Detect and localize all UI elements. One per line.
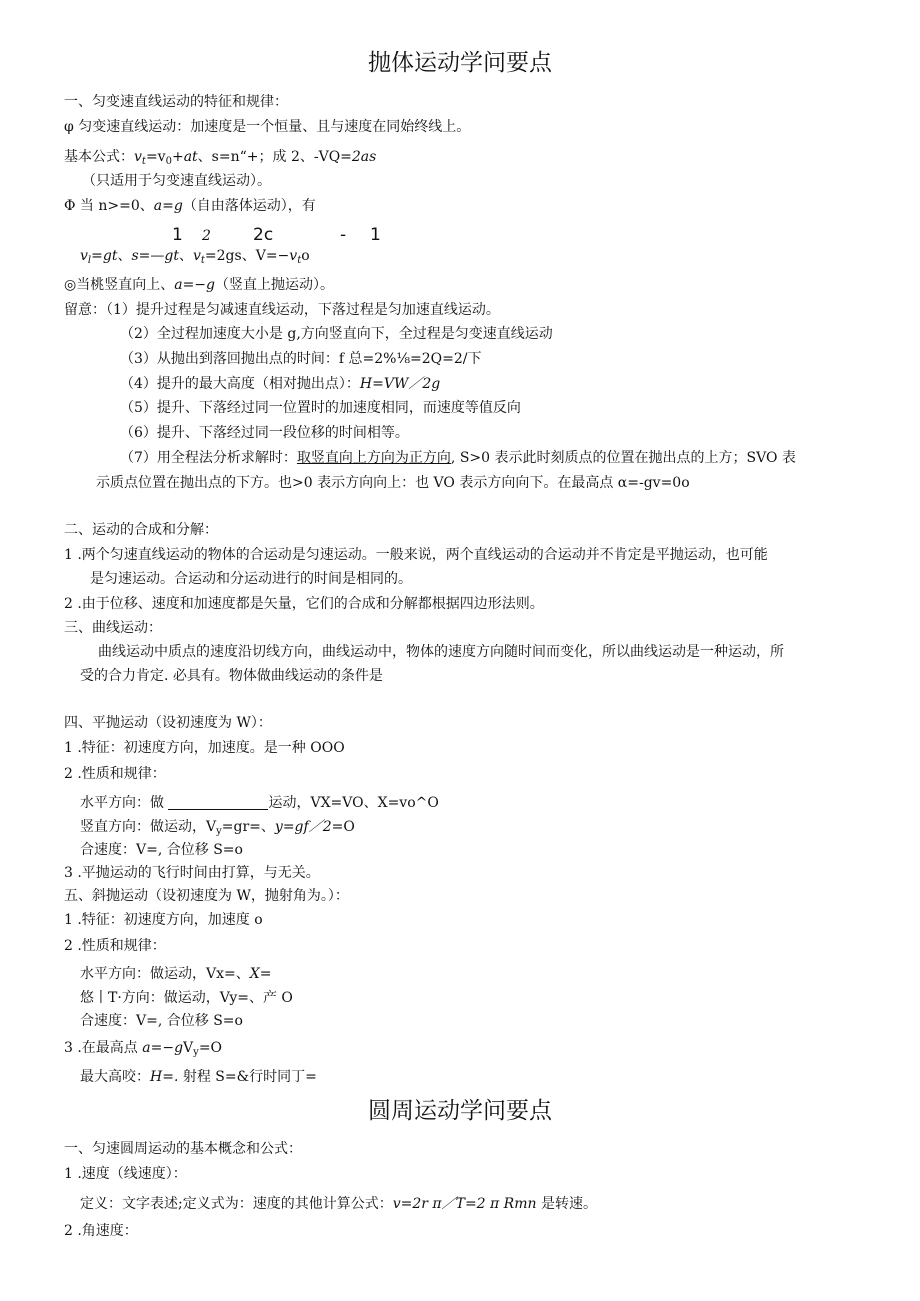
velocity-definition-c: 是转速。 [536, 1196, 597, 1212]
circular-item-1: 1 .速度（线速度）： [64, 1166, 187, 1182]
formula-2as: =2as [340, 149, 377, 165]
formula-sub-t: t [141, 156, 146, 167]
ff-o: o [301, 248, 310, 264]
section-4-heading: 四、平抛运动（设初速度为 W）： [64, 715, 272, 731]
vertical-dir-sub-y: y [216, 826, 222, 837]
curve-motion-paragraph-continued: 受的合力肯定. 必具有。物体做曲线运动的条件是 [80, 668, 383, 684]
max-height-rest: 射程 S=&行时同丁= [178, 1069, 317, 1085]
horizontal-label: 水平方向：做 [80, 795, 169, 811]
note-2: （2）全过程加速度大小是 g,方向竖直向下，全过程是匀变速直线运动 [120, 326, 553, 342]
section-2-item-1: 1 .两个匀速直线运动的物体的合运动是匀速运动。一般来说，两个直线运动的合运动并不肯定是平抛运动，也可能 [64, 547, 768, 563]
vertical-dir-e: =O [331, 819, 355, 835]
fraction-num-1: 1 [172, 225, 183, 245]
vertical-dir-c: =gr=、 [221, 819, 275, 835]
section-4-item-1: 1 .特征：初速度方向，加速度。是一种 OOO [64, 740, 345, 756]
velocity-definition-line [80, 1195, 597, 1213]
note-3: （3）从抛出到落回抛出点的时间：f 总=2%⅛=2Q=2/下 [120, 351, 482, 367]
fraction-num-2: 2 [202, 228, 211, 244]
note-4-formula: H=VW／2g [359, 376, 441, 392]
note-4-text: （4）提升的最大高度（相对抛出点）： [120, 376, 360, 392]
section-2-item-1-continued: 是匀速运动。合运动和分运动进行的时间是相同的。 [90, 571, 412, 587]
formula-eq-v: =v [145, 149, 166, 165]
highest-point-ag: a=−g [142, 1040, 184, 1056]
oblique-horizontal-line [80, 965, 271, 983]
basic-formula-label: 基本公式： [64, 149, 134, 165]
max-height-a: 最大高咬： [80, 1069, 150, 1085]
highest-point-v: V [183, 1040, 194, 1056]
free-fall-ag: a=g [153, 198, 183, 214]
ff-sep2: 、 [178, 248, 193, 264]
free-fall-formulas [80, 247, 310, 270]
highest-point-a: 3 .在最高点 [64, 1040, 143, 1056]
free-fall-line [64, 197, 316, 215]
vertical-direction-line [80, 818, 355, 841]
formula-rest: 、s=n“+；成 2、-VQ [197, 149, 341, 165]
horizontal-rest: 运动，VX=VO、X=vo^O [268, 795, 439, 811]
formula-v: v [134, 149, 142, 165]
highest-point-e: =O [198, 1040, 223, 1056]
free-fall-a: Φ 当 n>=0、 [64, 198, 154, 214]
note-7-underlined: 取竖直向上方向为正方向 [296, 450, 451, 466]
ff-v2: v [192, 248, 201, 264]
section-5-heading: 五、斜抛运动（设初速度为 W，抛射角为。）： [64, 888, 349, 904]
note-7-c: , S>0 表示此时刻质点的位置在抛出点的上方；SVO 表 [450, 450, 796, 466]
ff-v: v [80, 248, 88, 264]
note-7 [120, 449, 796, 467]
vertical-ag: a=−g [174, 277, 215, 293]
formula-at: +at [171, 149, 198, 165]
fraction-num-2c: 2c [253, 225, 274, 245]
velocity-definition-a: 定义：文字表述;定义式为：速度的其他计算公式： [80, 1196, 393, 1212]
ff-gt: =gt [91, 248, 118, 264]
ff-2gs: =2gs、V= [204, 248, 278, 264]
free-fall-c: （自由落体运动），有 [182, 198, 316, 214]
section-2-item-2: 2 .由于位移、速度和加速度都是矢量，它们的合成和分解都根据四边形法则。 [64, 596, 544, 612]
vertical-a: ◎当桃竖直向上、 [64, 277, 175, 293]
curve-motion-paragraph: 曲线运动中质点的速度沿切线方向，曲线运动中，物体的速度方向随时间而变化，所以曲线运动是一种运动，所 [98, 644, 784, 660]
section-3-heading: 三、曲线运动： [64, 620, 162, 636]
section-2-heading: 二、运动的合成和分解： [64, 522, 218, 538]
vertical-throw-line [64, 276, 334, 294]
note-7-continued: 示质点位置在抛出点的下方。也>0 表示方向向上：也 VO 表示方向向下。在最高点 α=-gv=0o [96, 475, 690, 491]
ff-sub-l: l [87, 255, 92, 266]
formula-applicability-note: （只适用于匀变速直线运动）。 [82, 173, 271, 189]
uniform-accel-definition: φ 匀变速直线运动：加速度是一个恒量、且与速度在同始终线上。 [64, 119, 471, 135]
ff-sub-t: t [200, 255, 205, 266]
resultant-velocity-line: 合速度：V=, 合位移 S=o [80, 842, 243, 858]
section-5-item-1: 1 .特征：初速度方向，加速度 o [64, 912, 263, 928]
circular-item-2: 2 .角速度： [64, 1223, 138, 1239]
oblique-horizontal-a: 水平方向：做运动，Vx=、 [80, 966, 250, 982]
oblique-resultant-line: 合速度：V=, 合位移 S=o [80, 1013, 243, 1029]
ff-minus-v: −v [277, 248, 298, 264]
velocity-formula: v=2r π／T=2 π Rmn [392, 1196, 537, 1212]
horizontal-direction-line [80, 794, 439, 812]
max-height-h: H=. [150, 1069, 179, 1085]
basic-formula-line [64, 148, 376, 171]
fraction-minus: - [340, 225, 347, 245]
note-5: （5）提升、下落经过同一位置时的加速度相同，而速度等值反向 [120, 400, 521, 416]
formula-sub-0: 0 [165, 156, 172, 167]
vertical-c: （竖直上抛运动）。 [215, 277, 334, 293]
section-5-item-2: 2 .性质和规律： [64, 938, 166, 954]
ff-sep1: 、 [117, 248, 132, 264]
fraction-num-1b: 1 [370, 225, 381, 245]
circular-section-heading: 一、匀速圆周运动的基本概念和公式： [64, 1141, 302, 1157]
blank-line [168, 795, 268, 810]
section-1-heading: 一、匀变速直线运动的特征和规律： [64, 94, 288, 110]
title-projectile-motion: 抛体运动学问要点 [368, 50, 552, 76]
oblique-vertical-line: 悠丨T·方向：做运动，Vy=、产 O [80, 990, 293, 1006]
note-6: （6）提升、下落经过同一段位移的时间相等。 [120, 425, 409, 441]
highest-point-sub-y: y [193, 1047, 199, 1058]
ff-sub-t2: t [297, 255, 302, 266]
note-7-a: （7）用全程法分析求解时： [120, 450, 297, 466]
section-5-item-3 [64, 1039, 222, 1062]
vertical-dir-formula: y=gf／2 [274, 819, 332, 835]
title-circular-motion: 圆周运动学问要点 [368, 1098, 552, 1124]
oblique-horizontal-x: X= [249, 966, 272, 982]
note-1: 留意：（1）提升过程是匀减速直线运动，下落过程是匀加速直线运动。 [64, 302, 500, 318]
ff-s: s=—gt [131, 248, 179, 264]
section-4-item-2: 2 .性质和规律： [64, 766, 166, 782]
note-4 [120, 375, 440, 393]
max-height-line [80, 1068, 317, 1086]
section-4-item-3: 3 .平抛运动的飞行时间由打算，与无关。 [64, 865, 320, 881]
vertical-dir-a: 竖直方向：做运动，V [80, 819, 217, 835]
